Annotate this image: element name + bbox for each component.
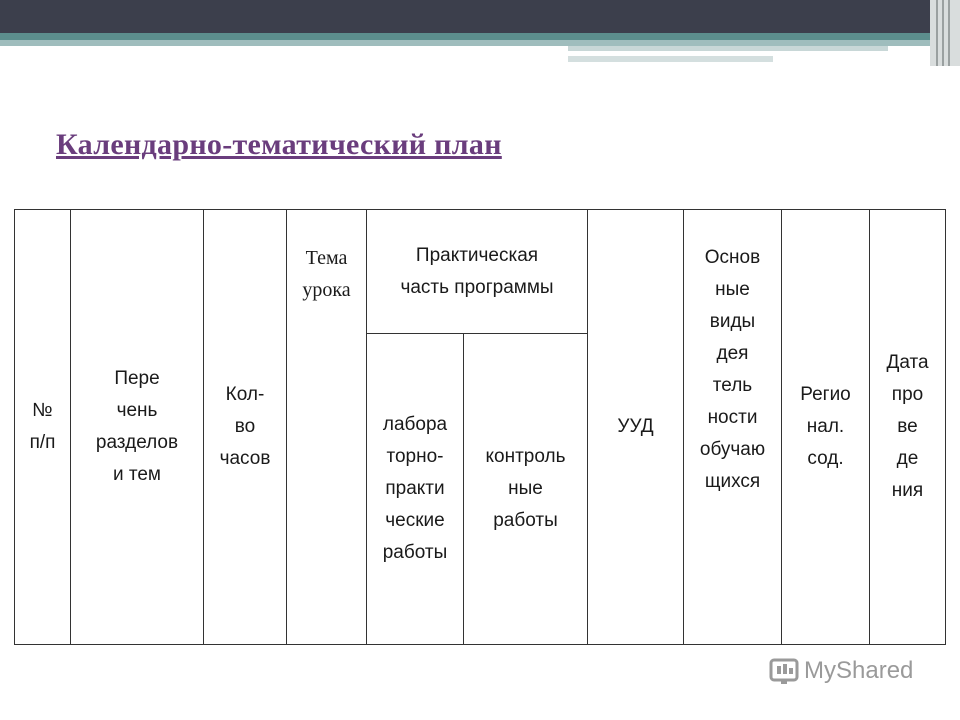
page-title: Календарно-тематический план [56,128,502,161]
header-num: № п/п [15,210,71,645]
corner-decoration [930,0,960,66]
header-lab: лабора торно- практи ческие работы [367,334,464,645]
header-practical: Практическая часть программы [367,210,588,334]
top-bar [0,0,960,33]
header-hours: Кол- во часов [204,210,287,645]
plan-table [14,209,946,645]
myshared-logo-icon [768,655,800,687]
header-sections: Пере чень разделов и тем [71,210,204,645]
header-topic: Тема урока [287,210,367,645]
brand-watermark [768,655,913,687]
header-control: контроль ные работы [464,334,588,645]
header-regional: Регио нал. сод. [782,210,870,645]
header-activities: Основ ные виды дея тель ности обучаю щихся [684,210,782,645]
header-date: Дата про ве де ния [870,210,946,645]
header-uud: УУД [588,210,684,645]
accent-bar [0,33,930,40]
accent-line-short [568,56,773,62]
brand-name: MyShared [804,657,914,684]
accent-line [568,46,888,51]
